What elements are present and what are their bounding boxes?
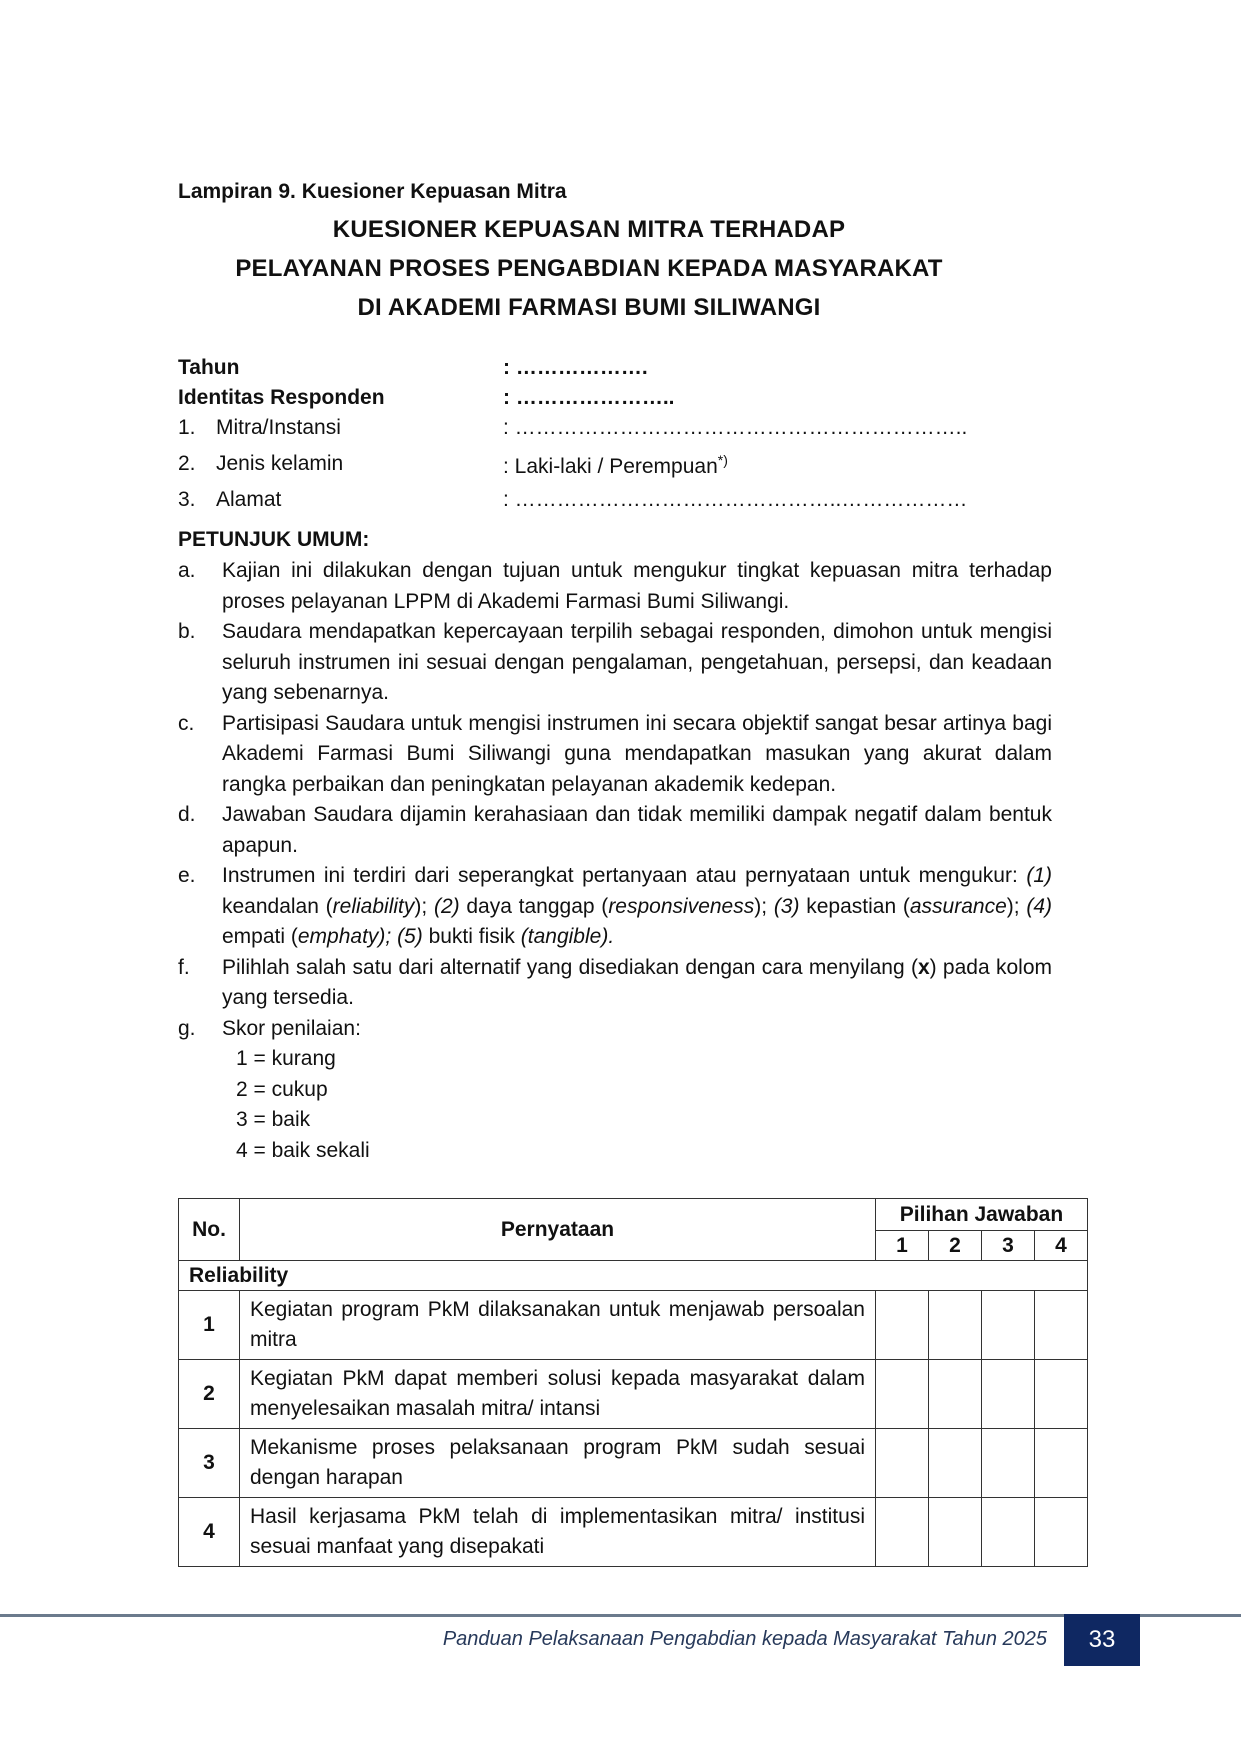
footnote-marker: *) (717, 452, 728, 468)
gender-options: : Laki-laki / Perempuan (503, 455, 718, 478)
row-statement: Mekanisme proses pelaksanaan program PkM sudah sesuai dengan harapan (240, 1429, 876, 1498)
score-4: 4 = baik sekali (236, 1138, 370, 1162)
item-text: Jawaban Saudara dijamin kerahasiaan dan tidak memiliki dampak negatif dalam bentuk apapun. (222, 803, 1052, 857)
instruction-item (178, 800, 1052, 861)
answer-cell-3[interactable] (982, 1291, 1035, 1360)
item-marker: f. (178, 955, 190, 979)
row-number: 2 (179, 1360, 240, 1429)
field-label-gender: Jenis kelamin (216, 452, 344, 475)
item-text: Instrumen ini terdiri dari seperangkat pertanyaan atau pernyataan untuk mengukur: (1) keandalan (reliability); (2) daya tanggap (responsiveness); (3) kepastian (assurance); (4) empati (emphaty); (5) bukti fisik (tangible). (222, 864, 1053, 948)
score-3: 3 = baik (236, 1108, 311, 1131)
item-text: Saudara mendapatkan kepercayaan terpilih sebagai responden, dimohon untuk mengisi seluruh instrumen ini sesuai dengan pengalaman, pengetahuan, persepsi, dan keadaan yang sebenarnya. (222, 620, 1052, 704)
item-text: Partisipasi Saudara untuk mengisi instrumen ini secara objektif sangat besar artinya bagi Akademi Farmasi Bumi Siliwangi guna mendapatkan masukan yang akurat dalam rangka perbaikan dan peningkatan pelayanan akademik kedepan. (222, 711, 1052, 796)
field-label-mitra: Mitra/Instansi (216, 416, 341, 439)
answer-cell-2[interactable] (929, 1291, 982, 1360)
title-line-1: KUESIONER KEPUASAN MITRA TERHADAP (332, 216, 846, 243)
table-row (179, 1498, 1088, 1567)
answer-cell-1[interactable] (876, 1429, 929, 1498)
footer-title: Panduan Pelaksanaan Pengabdian kepada Masyarakat Tahun 2025 (442, 1628, 1047, 1650)
item-text: Pilihlah salah satu dari alternatif yang disediakan dengan cara menyilang (x) pada kolom yang tersedia. (222, 955, 1052, 1009)
answer-cell-4[interactable] (1035, 1291, 1088, 1360)
answer-cell-3[interactable] (982, 1360, 1035, 1429)
table-row (179, 1291, 1088, 1360)
answer-cell-1[interactable] (876, 1291, 929, 1360)
footer-divider (0, 1614, 1241, 1617)
row-number: 1 (179, 1291, 240, 1360)
score-1: 1 = kurang (236, 1047, 336, 1070)
choice-header-1: 1 (876, 1231, 929, 1261)
choice-header-3: 3 (982, 1231, 1035, 1261)
row-statement: Kegiatan PkM dapat memberi solusi kepada masyarakat dalam menyelesaikan masalah mitra/ intansi (240, 1360, 876, 1429)
col-header-statement: Pernyataan (240, 1199, 876, 1261)
instructions-list (178, 556, 1052, 1166)
instruction-item-dimensions (178, 861, 1052, 953)
instruction-item-scoring (178, 1014, 1052, 1045)
answer-cell-3[interactable] (982, 1498, 1035, 1567)
page-number: 33 (1064, 1614, 1140, 1666)
instruction-item (178, 556, 1052, 617)
item-text: Kajian ini dilakukan dengan tujuan untuk mengukur tingkat kepuasan mitra terhadap proses pelayanan LPPM di Akademi Farmasi Bumi Siliwangi. (222, 559, 1052, 613)
field-number: 3. (178, 488, 196, 511)
answer-cell-4[interactable] (1035, 1360, 1088, 1429)
tahun-label: Tahun (178, 356, 240, 379)
section-header-reliability: Reliability (179, 1261, 1088, 1291)
answer-cell-1[interactable] (876, 1360, 929, 1429)
item-marker: a. (178, 559, 196, 582)
answer-cell-4[interactable] (1035, 1429, 1088, 1498)
instruction-item (178, 617, 1052, 709)
col-header-choice: Pilihan Jawaban (876, 1199, 1088, 1231)
answer-cell-1[interactable] (876, 1498, 929, 1567)
instruction-item-marking (178, 953, 1052, 1014)
answer-cell-2[interactable] (929, 1429, 982, 1498)
title-line-2: PELAYANAN PROSES PENGABDIAN KEPADA MASYARAKAT (235, 255, 943, 282)
item-marker: c. (178, 711, 195, 735)
item-marker: b. (178, 620, 196, 643)
instruction-item (178, 709, 1052, 801)
field-value-alamat: : ………………………………………..……………… (503, 488, 968, 511)
responden-value: : ………………….. (503, 386, 675, 409)
score-list (178, 1044, 1052, 1166)
row-statement: Kegiatan program PkM dilaksanakan untuk menjawab persoalan mitra (240, 1291, 876, 1360)
item-marker: g. (178, 1016, 196, 1040)
item-marker: e. (178, 864, 196, 887)
item-text: Skor penilaian: (222, 1016, 361, 1040)
table-row (179, 1429, 1088, 1498)
field-label-alamat: Alamat (216, 488, 282, 511)
field-number: 1. (178, 416, 196, 439)
score-2: 2 = cukup (236, 1077, 328, 1101)
answer-cell-2[interactable] (929, 1360, 982, 1429)
choice-header-4: 4 (1035, 1231, 1088, 1261)
choice-header-2: 2 (929, 1231, 982, 1261)
row-statement: Hasil kerjasama PkM telah di implementasikan mitra/ institusi sesuai manfaat yang disepakati (240, 1498, 876, 1567)
field-value-mitra: : ……………………………………………………….. (503, 416, 968, 439)
instructions-heading: PETUNJUK UMUM: (178, 528, 370, 551)
item-marker: d. (178, 803, 196, 826)
title-line-3: DI AKADEMI FARMASI BUMI SILIWANGI (357, 294, 821, 321)
field-number: 2. (178, 452, 196, 475)
tahun-value: : ………………. (503, 356, 648, 379)
appendix-label: Lampiran 9. Kuesioner Kepuasan Mitra (178, 180, 567, 203)
col-header-no: No. (179, 1199, 240, 1261)
table-row (179, 1360, 1088, 1429)
answer-cell-2[interactable] (929, 1498, 982, 1567)
row-number: 4 (179, 1498, 240, 1567)
answer-cell-4[interactable] (1035, 1498, 1088, 1567)
answer-cell-3[interactable] (982, 1429, 1035, 1498)
questionnaire-table (178, 1198, 1088, 1567)
field-value-gender (503, 452, 728, 479)
responden-label: Identitas Responden (178, 386, 385, 409)
row-number: 3 (179, 1429, 240, 1498)
